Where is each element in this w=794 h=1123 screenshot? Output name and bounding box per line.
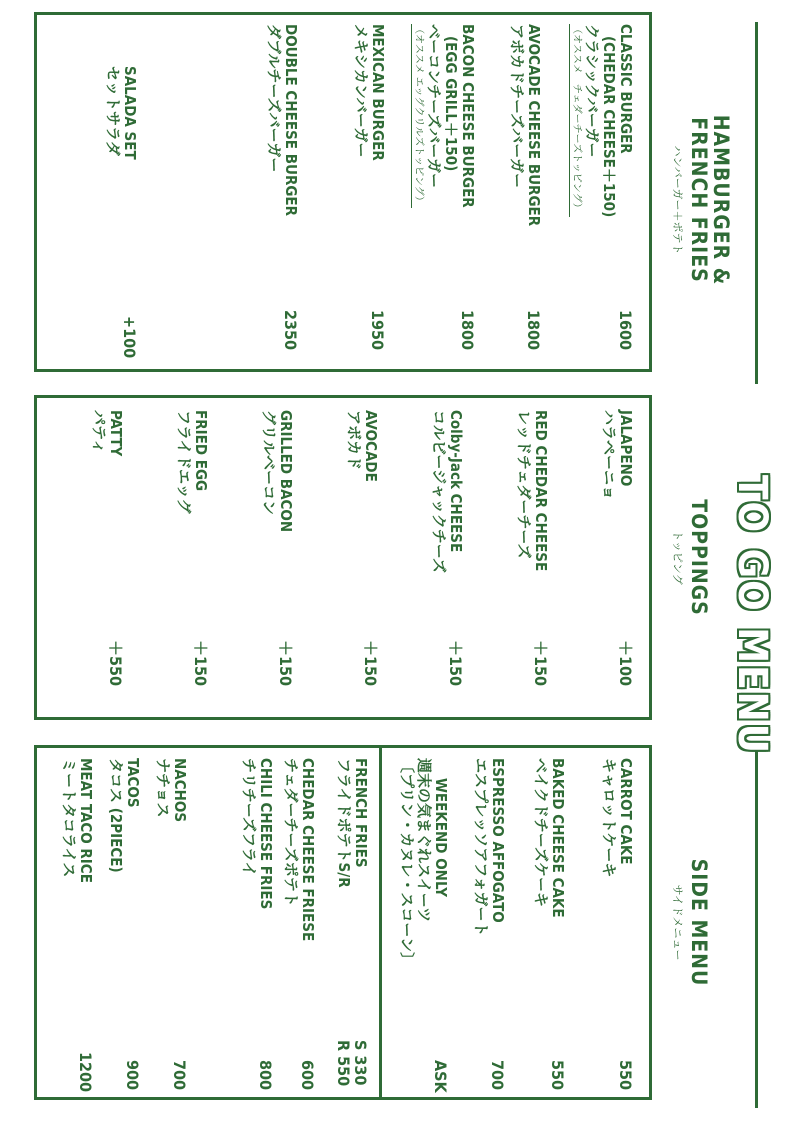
topping-item-5 bbox=[260, 410, 294, 532]
toppings-subtitle: トッピング bbox=[671, 530, 684, 585]
item-name: JALAPENO bbox=[617, 410, 635, 487]
topping-item-7 bbox=[90, 410, 124, 456]
hamburger-price-3: 1800 bbox=[458, 310, 477, 351]
hamburger-item-3 bbox=[411, 24, 476, 208]
side-divider bbox=[379, 745, 382, 1100]
menu-title: TO GO MENU bbox=[729, 474, 775, 756]
hamburger-subtitle: ハンバーガー＋ポテト bbox=[671, 145, 684, 255]
item-name-jp: メキシカンバーガー bbox=[352, 24, 370, 158]
item-name-jp: アボカドチーズバーガー bbox=[508, 24, 526, 188]
item-name: BACON CHEESE BURGER bbox=[459, 24, 477, 208]
side-item-5 bbox=[335, 758, 369, 888]
item-name-extra: (CHEDAR CHEESE＋150) bbox=[600, 36, 618, 218]
topping-price-4: ＋150 bbox=[361, 640, 380, 687]
item-name-jp: チリチーズフライ bbox=[240, 758, 258, 877]
hamburger-price-2: 1800 bbox=[524, 310, 543, 351]
hamburger-item-5 bbox=[265, 24, 299, 216]
side-price-8: 700 bbox=[170, 1060, 189, 1091]
item-name-jp: ナチョス bbox=[154, 758, 172, 818]
hamburger-item-4 bbox=[352, 24, 386, 161]
item-name-jp: チェダーチーズポテト bbox=[282, 758, 300, 907]
item-name: CHILI CHEESE FRIES bbox=[257, 758, 275, 910]
item-name: DOUBLE CHEESE BURGER bbox=[282, 24, 300, 217]
item-name: GRILLED BACON bbox=[277, 410, 295, 533]
item-name: CHEDAR CHEESE FRIESE bbox=[299, 758, 317, 942]
title-rule-right bbox=[755, 748, 758, 1108]
price-small: S 330 bbox=[351, 1040, 370, 1086]
topping-price-2: ＋150 bbox=[531, 640, 550, 687]
item-name: FRENCH FRIES bbox=[352, 758, 370, 868]
item-name-jp: ベーコンチーズバーガー bbox=[425, 24, 443, 188]
item-name-jp: コルビージャックチーズ bbox=[430, 410, 448, 574]
toppings-title: TOPPINGS bbox=[687, 499, 711, 616]
side-price-6: 600 bbox=[298, 1060, 317, 1091]
topping-price-6: ＋150 bbox=[191, 640, 210, 687]
item-name: MEXICAN BURGER bbox=[369, 24, 387, 161]
side-price-2: 550 bbox=[548, 1060, 567, 1091]
item-name-jp-extra: 〔プリン・カヌレ・スコーン〕 bbox=[398, 758, 416, 968]
item-name-jp: ミートタコライス bbox=[60, 758, 78, 878]
item-note: （オススメ チェダーチーズトッピング） bbox=[569, 24, 583, 217]
topping-item-2 bbox=[515, 410, 549, 571]
item-name: TACOS bbox=[124, 758, 142, 808]
topping-item-4 bbox=[345, 410, 379, 482]
item-name-jp: タコス (2PIECE) bbox=[107, 758, 125, 873]
item-name-jp: セットサラダ bbox=[104, 66, 122, 156]
item-name-extra: (EGG GRILL＋150) bbox=[442, 36, 460, 172]
item-name-jp: キャロットケーキ bbox=[600, 758, 618, 878]
side-item-10 bbox=[60, 758, 94, 883]
item-name: AVOCADE CHEESE BURGER bbox=[525, 24, 543, 227]
topping-price-7: ＋550 bbox=[106, 640, 125, 687]
item-name-jp: ダブルチーズバーガー bbox=[265, 24, 283, 173]
side-subtitle: サイドメニュー bbox=[671, 884, 684, 961]
topping-price-5: ＋150 bbox=[276, 640, 295, 687]
toppings-box bbox=[34, 395, 652, 720]
item-note: （オススメ エッグクリルズトッピング） bbox=[413, 24, 424, 207]
item-name-jp: ハラペーニョ bbox=[600, 410, 618, 501]
hamburger-price-5: 2350 bbox=[281, 310, 300, 351]
side-price-3: 700 bbox=[488, 1060, 507, 1091]
item-name: MEAT TACO RICE bbox=[77, 758, 95, 883]
side-title: SIDE MENU bbox=[687, 858, 711, 987]
side-price-5 bbox=[335, 1040, 369, 1086]
item-name-jp: フライドポテトS/R bbox=[335, 758, 353, 888]
topping-price-1: ＋100 bbox=[616, 640, 635, 687]
item-name: BAKED CHEESE CAKE bbox=[549, 758, 567, 918]
item-name: PATTY bbox=[107, 410, 125, 457]
item-name-jp: フライドエッグ bbox=[175, 410, 193, 514]
item-name: CARROT CAKE bbox=[617, 758, 635, 865]
side-price-4: ASK bbox=[431, 1060, 450, 1093]
side-item-8 bbox=[154, 758, 188, 822]
item-name: SALADA SET bbox=[121, 66, 139, 160]
hamburger-title-line1: HAMBURGER & bbox=[709, 114, 733, 286]
price-regular: R 550 bbox=[334, 1040, 353, 1087]
title-rule-left bbox=[755, 22, 758, 384]
item-name: FRIED EGG bbox=[192, 410, 210, 492]
topping-item-6 bbox=[175, 410, 209, 514]
item-name: RED CHEDAR CHEESE bbox=[532, 410, 550, 572]
item-name: CLASSIC BURGER bbox=[617, 24, 635, 154]
item-name-jp: グリルベーコン bbox=[260, 410, 278, 516]
item-name: WEEKEND ONLY bbox=[432, 778, 450, 898]
item-name-jp: レッドチェダーチーズ bbox=[515, 410, 533, 559]
hamburger-item-6 bbox=[104, 66, 138, 160]
item-name-jp: クラシックバーガー bbox=[583, 24, 601, 158]
item-name: AVOCADE bbox=[362, 410, 380, 482]
item-name-jp: ベイクドチーズケーキ bbox=[532, 758, 550, 907]
hamburger-price-4: 1950 bbox=[368, 310, 387, 351]
side-item-2 bbox=[532, 758, 566, 918]
topping-item-3 bbox=[430, 410, 464, 573]
topping-price-3: ＋150 bbox=[446, 640, 465, 687]
side-price-7: 800 bbox=[256, 1060, 275, 1091]
side-item-7 bbox=[240, 758, 274, 909]
item-name-jp: アボカド bbox=[345, 410, 363, 471]
side-price-9: 900 bbox=[123, 1060, 142, 1091]
hamburger-price-6: +100 bbox=[120, 316, 139, 359]
side-item-3 bbox=[472, 758, 506, 937]
side-price-1: 550 bbox=[616, 1060, 635, 1091]
item-name: Colby-Jack CHEESE bbox=[447, 410, 465, 553]
topping-item-1 bbox=[600, 410, 634, 500]
item-name: ESPRESSO AFFOGATO bbox=[489, 758, 507, 923]
side-item-1 bbox=[600, 758, 634, 877]
item-name: NACHOS bbox=[171, 758, 189, 823]
side-item-4 bbox=[398, 758, 449, 967]
side-item-6 bbox=[282, 758, 316, 941]
item-name-jp: 週末の気まぐれスイーツ bbox=[415, 758, 433, 923]
hamburger-price-1: 1600 bbox=[616, 310, 635, 351]
side-item-9 bbox=[107, 758, 141, 873]
hamburger-title-line2: FRENCH FRIES bbox=[687, 117, 711, 283]
item-name-jp: エスプレッソアフォガート bbox=[472, 758, 490, 937]
side-price-10: 1200 bbox=[76, 1052, 95, 1093]
item-name-jp: パティ bbox=[90, 410, 108, 454]
hamburger-item-2 bbox=[508, 24, 542, 226]
hamburger-item-1 bbox=[569, 24, 634, 217]
